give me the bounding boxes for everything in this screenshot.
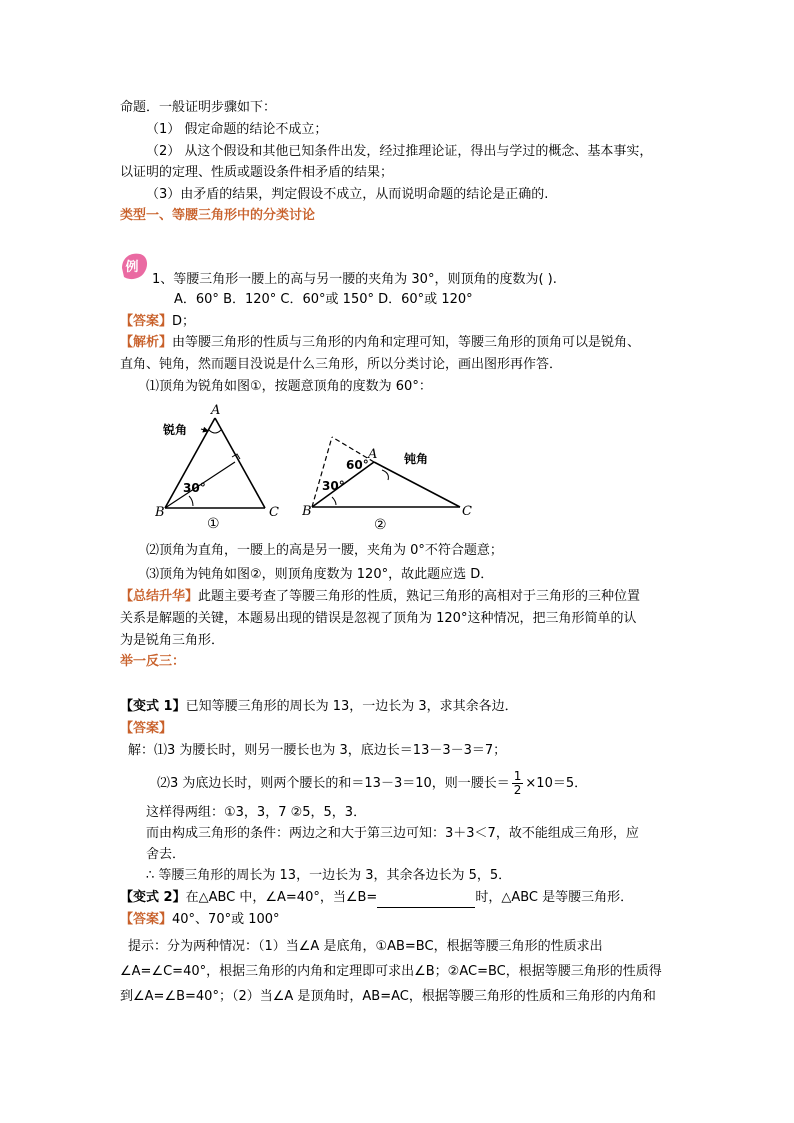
- variant-2-answer: [120, 910, 280, 930]
- example-badge-label: 例: [125, 260, 139, 275]
- variant-2-hint-2: ∠A=∠C=40°，根据三角形的内角和定理即可求出∠B；②AC=BC，根据等腰三角形的性质得: [120, 964, 662, 979]
- summary-tag: 【总结升华】: [120, 589, 199, 604]
- fig2-caption: ②: [374, 517, 387, 533]
- case-3: ⑶顶角为钝角如图②，则顶角度数为 120°，故此题应选 D．: [146, 567, 494, 582]
- fig2-obtuse-arc: [382, 470, 388, 480]
- variant-1-sol-5: 舍去．: [146, 847, 186, 862]
- variant-1-sol-1: 解：⑴3 为腰长时，则另一腰长也为 3，底边长＝13－3－3＝7；: [128, 743, 507, 758]
- fig1-apex-arc: [209, 430, 221, 433]
- fig2-angle-30: 30°: [322, 479, 345, 493]
- intro-line-3: （2） 从这个假设和其他已知条件出发，经过推理论证，得出与学过的概念、基本事实，: [146, 144, 653, 159]
- variant-2-answer-text: 40°、70°或 100°: [172, 912, 280, 927]
- variant-2-text-pre: 在△ABC 中，∠A=40°，当∠B=: [185, 890, 378, 905]
- fraction-denominator: 2: [513, 783, 522, 797]
- example-analysis: [120, 333, 640, 353]
- variant-2-text-post: 时，△ABC 是等腰三角形．: [475, 890, 634, 905]
- intro-line-1: 命题．一般证明步骤如下：: [120, 100, 277, 115]
- analysis-tag: 【解析】: [120, 335, 173, 350]
- analysis-line-2: 直角、钝角，然而题目没说是什么三角形，所以分类讨论，画出图形再作答．: [120, 357, 563, 372]
- case-2: ⑵顶角为直角，一腰上的高是另一腰，夹角为 0°不符合题意；: [146, 543, 503, 558]
- fraction: [512, 770, 524, 797]
- variant-1-sol-2: [157, 770, 587, 797]
- fig1-angle-30: 30°: [183, 481, 206, 495]
- answer-tag: 【答案】: [120, 314, 173, 329]
- fig2-side-ac: [374, 462, 460, 507]
- intro-line-5: （3）由矛盾的结果，判定假设不成立，从而说明命题的结论是正确的.: [146, 187, 549, 202]
- answer-text: D；: [172, 314, 196, 329]
- fig2-30-arc: [332, 497, 336, 505]
- analysis-line-1: 由等腰三角形的性质与三角形的内角和定理可知，等腰三角形的顶角可以是锐角、: [172, 335, 641, 350]
- variant-2-tag: 【变式 2】: [120, 890, 186, 905]
- summary-line-3: 为是锐角三角形．: [120, 633, 225, 648]
- fig2-label-a: A: [368, 447, 378, 462]
- fig2-angle-60: 60°: [346, 458, 369, 472]
- practice-title: 举一反三：: [120, 654, 186, 669]
- summary-line-1: 此题主要考查了等腰三角形的性质，熟记三角形的高相对于三角形的三种位置: [198, 589, 641, 604]
- fig1-label-b: B: [155, 505, 165, 520]
- fig1-30-arc: [189, 496, 193, 506]
- fig2-angle-label: 钝角: [404, 452, 429, 466]
- fig2-altitude-dashed: [312, 437, 332, 507]
- variant-2: [120, 888, 633, 908]
- variant-2-hint-3: 到∠A=∠B=40°；（2）当∠A 是顶角时，AB=AC，根据等腰三角形的性质和三角形的内角和: [120, 989, 656, 1004]
- example-options: A．60° B．120° C．60°或 150° D．60°或 120°: [174, 292, 473, 307]
- variant-1-answer-tag: 【答案】: [120, 721, 173, 736]
- section-title: 类型一、等腰三角形中的分类讨论: [120, 208, 316, 223]
- fig1-label-a: A: [211, 403, 221, 418]
- figure-2-diagram: [302, 425, 482, 535]
- case-1: ⑴顶角为锐角如图①，按题意顶角的度数为 60°：: [146, 379, 432, 394]
- variant-1: [120, 697, 518, 717]
- variant-1-sol-3: 这样得两组：①3，3，7 ②5，5，3．: [146, 805, 367, 820]
- fig1-arrow: [201, 429, 208, 431]
- summary: [120, 587, 640, 607]
- fraction-numerator: 1: [513, 769, 522, 783]
- answer-blank[interactable]: [377, 893, 475, 908]
- fig1-side-ac: [215, 418, 265, 508]
- fig1-caption: ①: [207, 516, 220, 532]
- variant-1-text: 已知等腰三角形的周长为 13，一边长为 3，求其余各边．: [185, 699, 518, 714]
- variant-1-tag: 【变式 1】: [120, 699, 186, 714]
- fig2-label-c: C: [462, 504, 472, 519]
- summary-line-2: 关系是解题的关键，本题易出现的错误是忽视了顶角为 120°这种情况，把三角形简单的认: [120, 611, 637, 626]
- fig2-label-b: B: [302, 504, 312, 519]
- intro-line-2: （1） 假定命题的结论不成立；: [146, 122, 328, 137]
- sol-2-pre: ⑵3 为底边长时，则两个腰长的和＝13－3＝10，则一腰长＝: [157, 776, 510, 791]
- fig1-angle-label: 锐角: [163, 423, 188, 437]
- sol-2-post: ×10＝5．: [525, 776, 588, 791]
- intro-line-4: 以证明的定理、性质或题设条件相矛盾的结果；: [120, 165, 394, 180]
- fig1-label-c: C: [269, 505, 279, 520]
- variant-1-sol-4: 而由构成三角形的条件：两边之和大于第三边可知：3＋3＜7，故不能组成三角形，应: [146, 826, 639, 841]
- variant-2-hint-1: 提示：分为两种情况：（1）当∠A 是底角，①AB=BC，根据等腰三角形的性质求出: [128, 939, 603, 954]
- variant-1-sol-6: ∴ 等腰三角形的周长为 13，一边长为 3，其余各边长为 5，5．: [146, 868, 512, 883]
- variant-2-answer-tag: 【答案】: [120, 912, 173, 927]
- example-badge-icon: [118, 250, 150, 282]
- figure-1-diagram: [155, 400, 290, 535]
- example-answer: [120, 312, 195, 332]
- example-question: 1、等腰三角形一腰上的高与另一腰的夹角为 30°，则顶角的度数为( ).: [152, 272, 557, 287]
